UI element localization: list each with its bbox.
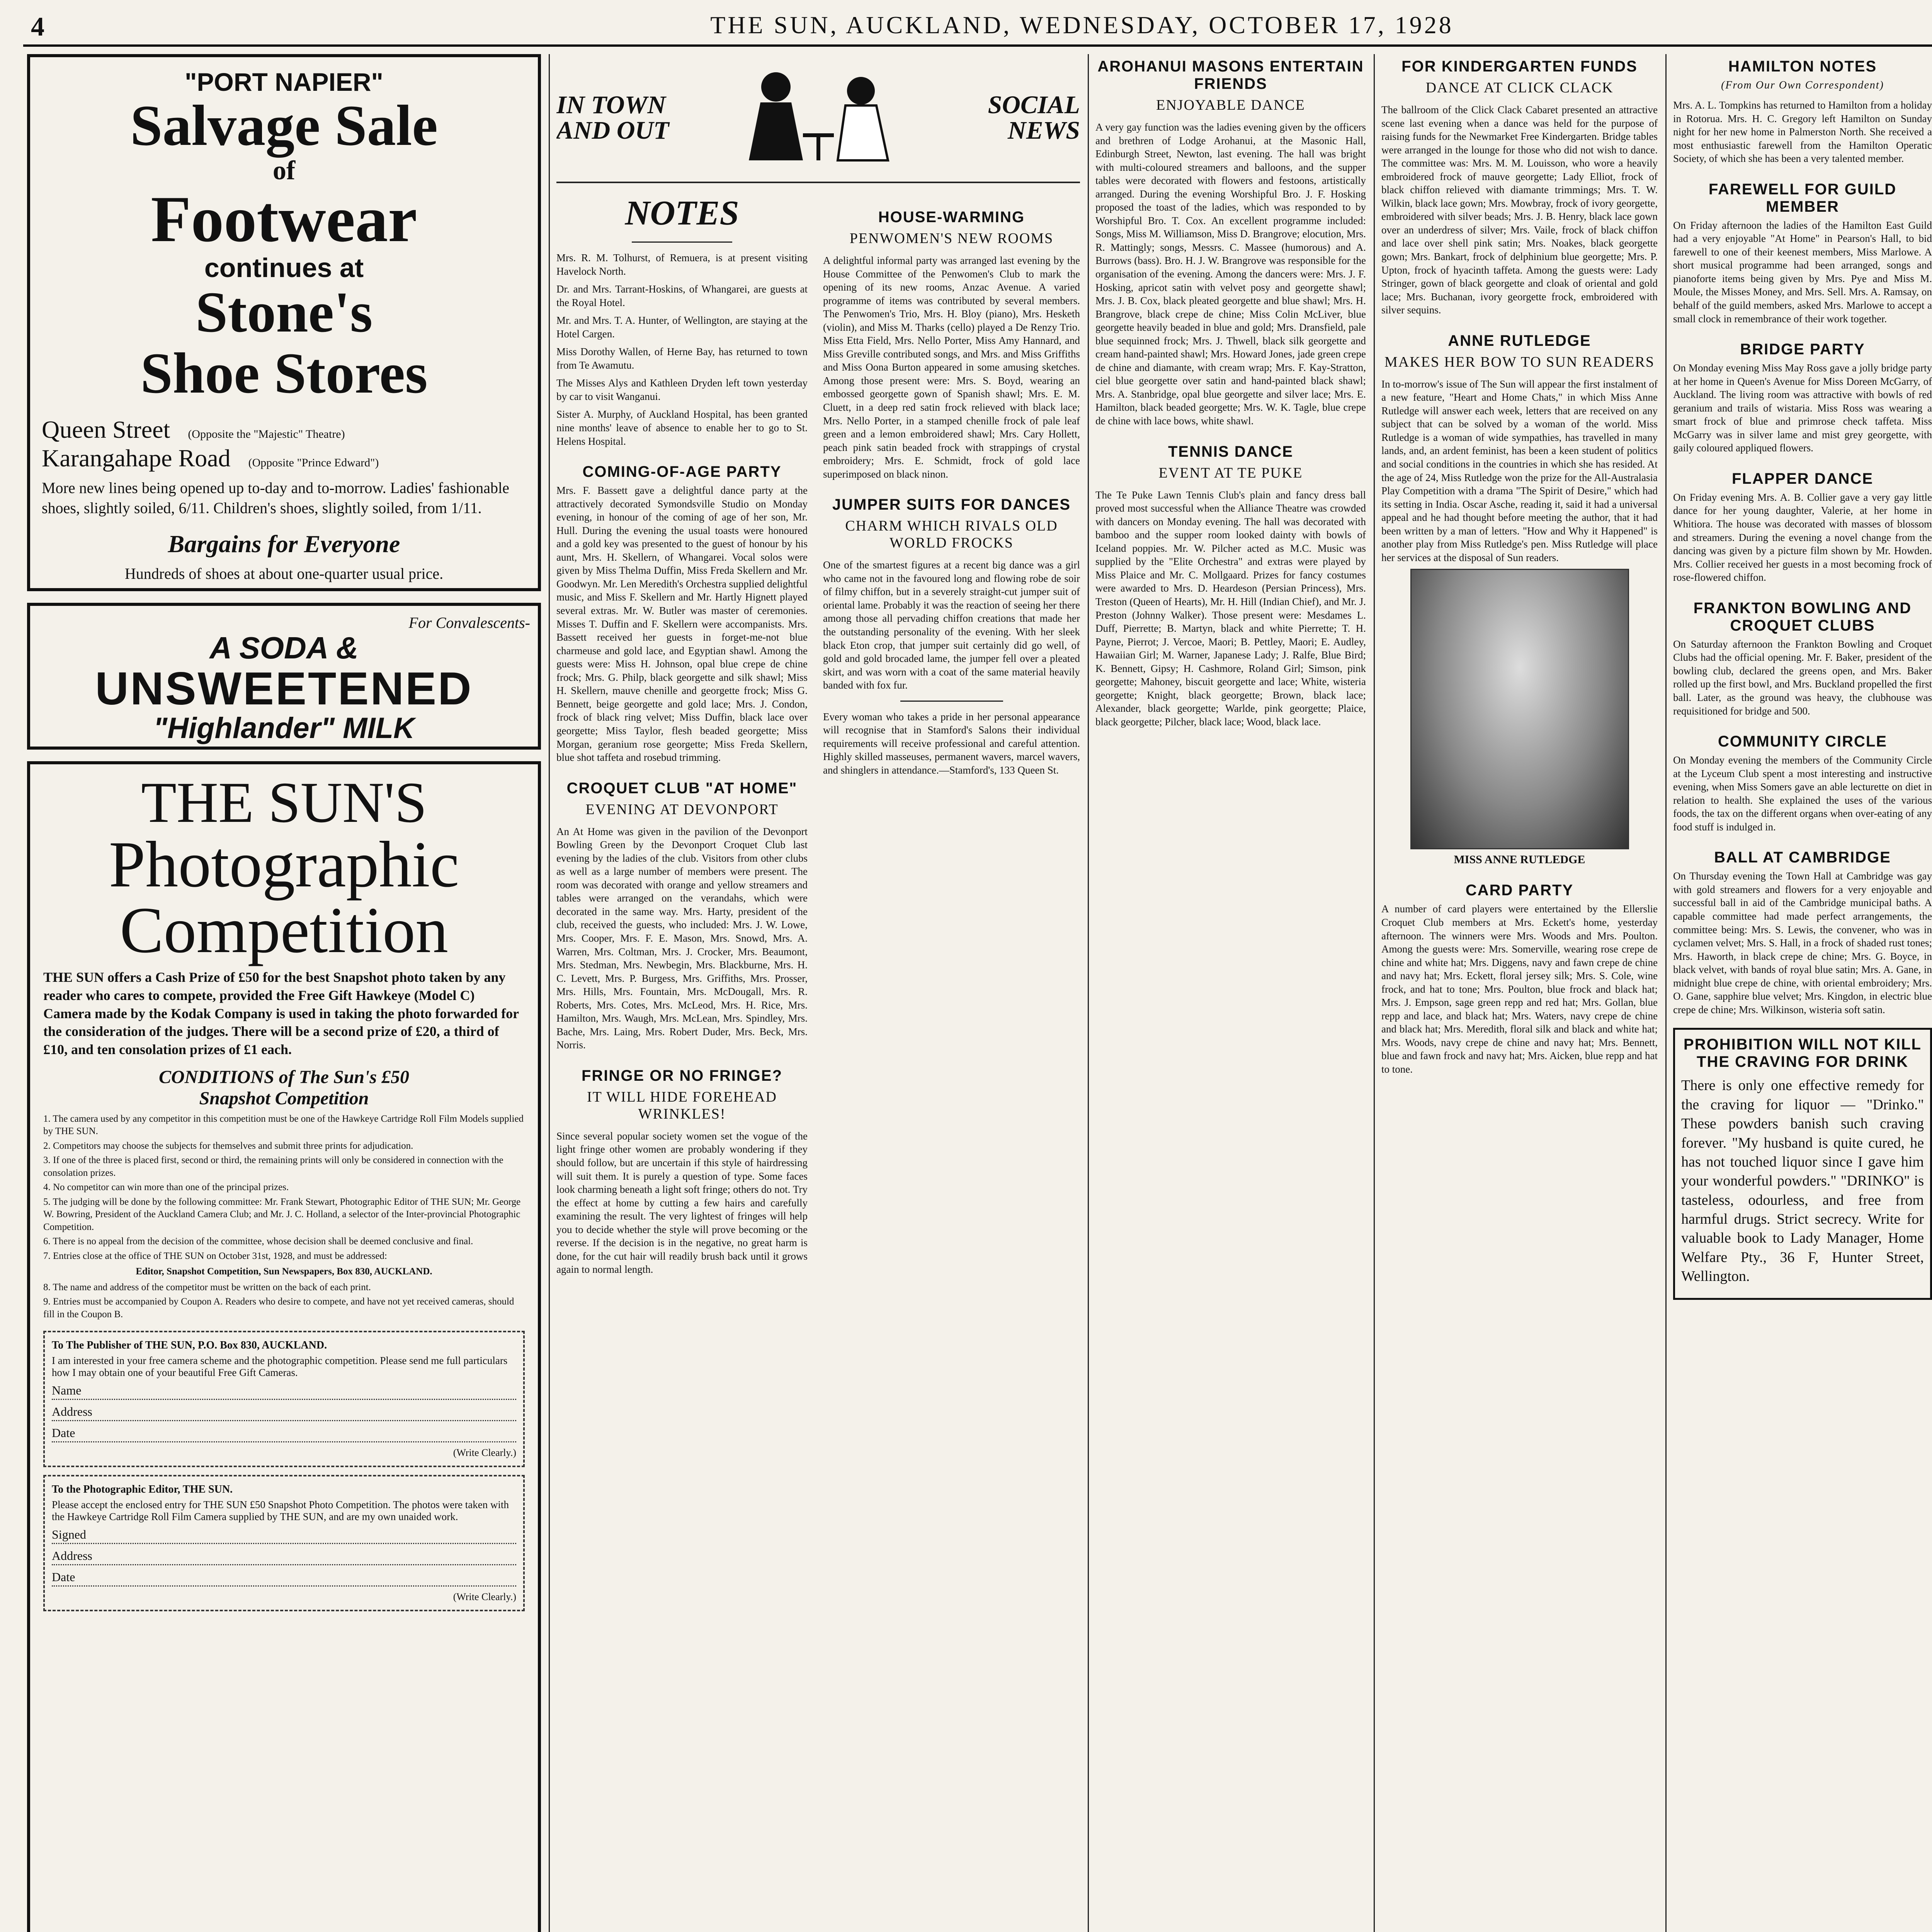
footwear-ad-tag-body: Hundreds of shoes at about one-quarter usual price. xyxy=(124,565,444,583)
milk-ad-line1: For Convalescents- xyxy=(408,614,530,631)
address-label: Address xyxy=(52,1549,92,1563)
banner-right: SOCIAL NEWS xyxy=(988,91,1080,145)
coupon-b-to: To The Publisher of THE SUN, P.O. Box 830, AUCKLAND. xyxy=(52,1339,327,1352)
footwear-ad-body: More new lines being opened up to-day and to-morrow. Ladies' fashionable shoes, slightly soiled, 6/11. Children's shoes, slightly soiled, from 1/11. xyxy=(42,479,509,517)
footwear-ad-line2: Salvage Sale xyxy=(130,94,438,158)
tennis-title: TENNIS DANCE xyxy=(1168,443,1294,460)
coupon-a-text: Please accept the enclosed entry for THE SUN £50 Snapshot Photo Competition. The photos were taken with the Hawkeye Cartridge Roll Film Camera supplied by THE SUN, and are my own unaided work. xyxy=(52,1499,509,1523)
page-number: 4 xyxy=(31,12,44,42)
street2-note: (Opposite "Prince Edward") xyxy=(248,456,379,469)
milk-ad xyxy=(27,603,541,750)
card-body: A number of card players were entertained by the Ellerslie Croquet Club members at Mrs. Eckett's home, yesterday afternoon. The winners were Mrs. Woods and Mrs. Poulton. Among the guests were: Mrs. Somerville, wearing rose crepe de chine and white hat; Mrs. Diggens, navy and fawn crepe de chine and navy hat; Mrs. Eckett, floral jersey silk; Mrs. S. Cole, wine frock, and hat to tone; Mrs. Poulton, blue frock and black hat; Mrs. J. Empson, sage green repp and red hat; Mrs. Gollan, blue repp and lace, and black hat; Mrs. Waters, navy crepe de chine and black hat; Mrs. Meredith, floral silk and black and white hat; Mrs. Woods, navy crepe de chine and navy hat; Mrs. Bennett, blue and fawn frock and navy hat; Mrs. Aicken, blue repp and hat to tone. xyxy=(1381,903,1658,1075)
page-header xyxy=(23,8,1932,47)
name-label: Name xyxy=(52,1383,82,1398)
jumper-body: One of the smartest figures at a recent big dance was a girl who came not in the favoured long and flowing robe de soir of filmy chiffon, but in a severely straight-cut jumper suit of oriental lame. Probably it was the reaction of seeing her there among those all pervading chiffon creations that made her the outstanding personality of the evening. With her sleek black Eton crop, that jumper suit certainly did go well, of gold and gold brocaded lame, the jumper fell over a pleated skirt, and was worn with a coat of the same material heavily banded with fox fur. xyxy=(823,559,1080,691)
masons-sub: ENJOYABLE DANCE xyxy=(1156,97,1305,113)
ball-title: BALL AT CAMBRIDGE xyxy=(1714,849,1891,866)
photo-ad-title3: Competition xyxy=(120,894,448,966)
flapper-body: On Friday evening Mrs. A. B. Collier gave a very gay little dance for her young daughter, Valerie, at her home in Whitiora. The house was decorated with masses of blossom and streamers. During the evening a novel change from the dancing was given by a picture film shown by Mr. Howden. Mrs. Collier received her guests in a most becoming frock of rose-flowered chiffon. xyxy=(1673,491,1932,583)
bridge-title: BRIDGE PARTY xyxy=(1740,341,1865,358)
note-item: Mrs. R. M. Tolhurst, of Remuera, is at present visiting Havelock North. xyxy=(556,252,808,277)
conditions-list xyxy=(43,1113,525,1321)
croquet-title: CROQUET CLUB "AT HOME" xyxy=(566,779,798,797)
kindergarten-column xyxy=(1381,54,1658,1932)
guild-body: On Friday afternoon the ladies of the Hamilton East Guild had a very enjoyable "At Home" in Pearson's Hall, to bid farewell to one of their keenest members, Miss Marlowe. A short musical programme had been arranged, songs and pianoforte items being given by Mrs. Pye and Miss M. Moule, the Misses Money, and Mrs. Sell. Mrs. A. Ramsay, on behalf of the guild members, asked Mrs. Marlowe to accept a small clock in remembrance of their work together. xyxy=(1673,219,1932,325)
croquet-body: An At Home was given in the pavilion of the Devonport Bowling Green by the Devonport Croquet Club last evening by the ladies of the club. Visitors from other clubs as well as a large number of members were present. The room was decorated with orange and yellow streamers and tables were arranged on the verandahs, which were decorated in the same way. Mrs. Harty, president of the club, received the guests, who included: Mrs. J. W. Lowe, Mrs. Cooper, Mrs. F. E. Mason, Mrs. Snowd, Mrs. A. Warren, Mrs. Coltman, Mrs. J. Crocker, Mrs. Beaumont, Mrs. Stedman, Mrs. Newbegin, Mrs. Blackburne, Mrs. H. C. Levett, Mrs. P. Burgess, Mrs. Griffiths, Mrs. Prosser, Mrs. Hills, Mrs. Fountain, Mrs. McDougall, Mrs. R. Roberts, Mrs. Cotes, Mrs. McLeod, Mrs. H. Rice, Mrs. Hamilton, Mrs. Waugh, Mrs. McLean, Mrs. Spindley, Mrs. Bache, Mrs. Laing, Mrs. Robert Duder, Mrs. Beck, Mrs. Norris. xyxy=(556,825,808,1051)
photo-caption: MISS ANNE RUTLEDGE xyxy=(1454,853,1585,866)
street1-note: (Opposite the "Majestic" Theatre) xyxy=(188,428,345,441)
condition-item: 6. There is no appeal from the decision of the committee, whose decision shall be deemed conclusive and final. xyxy=(43,1236,473,1247)
photo-ad-title2: Photographic xyxy=(109,828,459,901)
note-item: Sister A. Murphy, of Auckland Hospital, has been granted nine months' leave of absence to enable her to go to St. Helens Hospital. xyxy=(556,408,808,447)
ads-column xyxy=(27,54,541,1932)
milk-ad-line3: UNSWEETENED xyxy=(95,663,473,714)
masons-column xyxy=(1095,54,1366,1932)
prohibition-body: There is only one effective remedy for the craving for liquor — "Drinko." These powders banish such craving forever. "My husband is quite cured, he has not touched liquor since I gave him your wonderful powders." "DRINKO" is tasteless, odourless, and free from harmful drugs. Strict secrecy. Write for valuable book to Lady Manager, Home Welfare Pty., 36 F, Hunter Street, Wellington. xyxy=(1681,1077,1924,1285)
stamford-promo: Every woman who takes a pride in her personal appearance will recognise that in Stamford's Salons their individual requirements will receive professional and careful attention. Highly skilled masseuses, permanent wavers, marcel wavers, and shinglers in attendance.—Stamford's, 133 Queen St. xyxy=(823,711,1080,776)
social-banner xyxy=(556,54,1080,183)
tennis-body: The Te Puke Lawn Tennis Club's plain and fancy dress ball proved most successful when the Alliance Theatre was crowded with dancers on Monday evening. The hall was decorated with bamboo and the supper room looked dainty with bowls of Iceland poppies. Mr. W. Pilcher acted as M.C. Music was supplied by the "Elite Orchestra" and extras were played by Miss Plaice and Mr. C. Mollgaard. Prizes for fancy costumes were awarded to Mrs. D. Heardeson (Persian Princess), Mrs. Treston (Queen of Hearts), Mr. H. Hill (Indian Chief), and Mr. J. Preston (Johnny Walker). Those present were: Mesdames L. Duff, Pierrette; B. Martyn, black and white Pierrette; T. H. Payne, Pierrot; J. Vercoe, Maori; B. Pettley, Maori; E. Audley, Hawaiian Girl; M. Warner, Japanese Lady; J. Ralfe, Blue Bird; K. Bennett, Gipsy; H. Cashmore, Roland Girl; Simson, pink georgette; Mahoney, biscuit georgette and lace; White, wisteria georgette; Knight, black georgette; Brown, black lace; Alexander, black georgette; Warlde, pink georgette; Plaice, black georgette; Pilcher, black lace; Wood, black lace. xyxy=(1095,489,1366,728)
banner-illustration xyxy=(710,60,927,176)
footwear-ad-tagline: Bargains for Everyone xyxy=(168,530,400,558)
coupon-a-address-field[interactable] xyxy=(52,1549,516,1565)
masons-title: AROHANUI MASONS ENTERTAIN FRIENDS xyxy=(1097,58,1364,92)
date-label: Date xyxy=(52,1570,75,1584)
coupon-a-date-field[interactable] xyxy=(52,1570,516,1587)
entry-address: Editor, Snapshot Competition, Sun Newspapers, Box 830, AUCKLAND. xyxy=(136,1266,432,1277)
ball-body: On Thursday evening the Town Hall at Cambridge was gay with gold streamers and flowers for a very enjoyable and successful ball in aid of the Cambridge municipal baths. A capable committee had made perfect arrangements, the committee being: Mrs. S. Lewis, the convener, who was in cyclamen velvet; Mrs. S. Hall, in a frock of shaded rust tones; Mrs. Haworth, in black crepe de chine; Mrs. G. Boyce, in black velvet, with bands of royal blue satin; Mrs. A. Gane, in midnight blue crepe de chine, with oriental embroidery; Mrs. O. Gane, sapphire blue velvet; Mrs. Kingdon, in electric blue crepe de chine; Mrs. Wilkinson, wisteria soft satin. xyxy=(1673,870,1932,1015)
photo-ad-cond1: CONDITIONS of The Sun's £50 xyxy=(158,1066,410,1087)
notes-title: NOTES xyxy=(625,194,739,232)
anne-sub: MAKES HER BOW TO SUN READERS xyxy=(1384,354,1655,370)
house-sub: PENWOMEN'S NEW ROOMS xyxy=(849,230,1054,247)
photo-ad-cond2: Snapshot Competition xyxy=(199,1088,369,1109)
social-column xyxy=(556,54,1080,1932)
guild-title: FAREWELL FOR GUILD MEMBER xyxy=(1708,180,1897,215)
footwear-ad-line5: continues at xyxy=(204,252,364,283)
coupon-b-date-field[interactable] xyxy=(52,1426,516,1442)
photo-ad-intro: THE SUN offers a Cash Prize of £50 for the best Snapshot photo taken by any reader who cares to compete, provided the Free Gift Hawkeye (Model C) Camera made by the Kodak Company is used in taking the photo forwarded for the consideration of the judges. There will be a second prize of £20, a third of £10, and ten consolation prizes of £1 each. xyxy=(43,969,519,1058)
address-label: Address xyxy=(52,1405,92,1419)
coupon-a xyxy=(43,1475,525,1611)
hamilton-body: Mrs. A. L. Tompkins has returned to Hamilton from a holiday in Rotorua. Mrs. H. C. Gregory left Hamilton on Sunday night for her new home in Palmerston North. She received a most enthusiastic farewell from the Hamilton Operatic Society, of which she has been a very talented member. xyxy=(1673,99,1932,165)
coupon-a-to: To the Photographic Editor, THE SUN. xyxy=(52,1483,233,1496)
social-subcol-right xyxy=(823,193,1080,782)
note-item: The Misses Alys and Kathleen Dryden left town yesterday by car to visit Wanganui. xyxy=(556,377,808,402)
signed-label: Signed xyxy=(52,1527,86,1542)
jumper-sub: CHARM WHICH RIVALS OLD WORLD FROCKS xyxy=(845,518,1058,551)
milk-ad-line4: "Highlander" MILK xyxy=(153,712,415,745)
kinder-body: The ballroom of the Click Clack Cabaret presented an attractive scene last evening when a dance was held for the purpose of raising funds for the Newmarket Free Kindergarten. Bridge tables were arranged in the lounge for those who did not wish to dance. The committee was: Mrs. M. M. Louisson, who wore a heavily embroidered frock of mauve georgette; Lady Elliot, frock of black chiffon relieved with diamante trimmings; Mrs. T. W. Wilkin, black lace gown; Mrs. Mowbray, frock of ivory georgette, embroidered with silver beads; Mrs. J. B. Henry, black lace gown over an underdress of silver; Mrs. Vaile, frock of black chiffon and lace over shell pink satin; Mrs. Noakes, black georgette gown; Mrs. Bankart, frock of delphinium blue georgette; Mrs. P. Upton, frock of hyacinth taffeta. Among the guests were: Lady Stringer, gown of black georgette and cloak of oriental and gold lace; Mrs. Buchanan, ivory georgette frock, embroidered with silver sequins. xyxy=(1381,104,1658,316)
condition-item: 5. The judging will be done by the following committee: Mr. Frank Stewart, Photographic Editor of THE SUN; Mr. George W. Bowring, President of the Auckland Camera Club; and Mr. J. C. Holland, a selector of the Inter-provincial Photographic Competition. xyxy=(43,1196,521,1232)
coupon-b-write: (Write Clearly.) xyxy=(453,1447,516,1459)
footwear-ad-line1: "PORT NAPIER" xyxy=(185,68,383,96)
note-item: Miss Dorothy Wallen, of Herne Bay, has returned to town from Te Awamutu. xyxy=(556,346,808,371)
footwear-ad-street2 xyxy=(42,444,526,473)
condition-item: 4. No competitor can win more than one of the principal prizes. xyxy=(43,1182,289,1193)
column-rule xyxy=(1665,54,1667,1932)
coupon-b-text: I am interested in your free camera scheme and the photographic competition. Please send me full particulars how I may obtain one of your beautiful Free Gift Cameras. xyxy=(52,1355,508,1379)
footwear-ad-line7: Shoe Stores xyxy=(140,341,428,405)
fringe-sub: IT WILL HIDE FOREHEAD WRINKLES! xyxy=(587,1088,777,1122)
masons-body: A very gay function was the ladies evening given by the officers and brethren of Lodge Arohanui, at the Masonic Hall, Edinburgh Street, Newton, last evening. The hall was bright with multi-coloured streamers and balloons, and the supper tables were decorated with flowers and festoons, artistically arranged. During the evening Worshipful Bro. J. F. Hosking proposed the toast of the ladies, which was responded to by Worshipful Bro. T. Cox. An excellent programme included: Songs, Miss M. Williamson, Miss D. Brangrove; elocution, Mrs. R. Mattingly; songs, Messrs. C. Massee (humorous) and A. Burrows (bass). Bro. H. J. W. Brangrove was responsible for the organisation of the evening. Among the dancers were: Mrs. J. F. Hosking, apricot satin with velvet posy and georgette shawl; Mrs. J. B. Cox, black pleated georgette and blue shawl; Mrs. H. Brangrove, black crepe de chine; Miss Colin McLiver, blue georgette heavily beaded in blue and gold; Mrs. Dransfield, pale blue sequinned frock; Mrs. J. Thwell, black silk georgette and cream hand-painted shawl; Mrs. Howard Jones, jade green crepe de chine and diamante, with cream wrap; Mrs. F. Kay-Stratton, ciel blue georgette over satin and hand-painted black shawl; Mrs. A. Stanbridge, opal blue georgette and silver lace; Mrs. E. Hamilton, black beaded georgette; Mrs. W. K. Tagle, blue crepe de chine with lace bows, white shawl. xyxy=(1095,121,1366,427)
date-label: Date xyxy=(52,1426,75,1440)
fringe-title: FRINGE OR NO FRINGE? xyxy=(582,1067,782,1084)
condition-item: 8. The name and address of the competitor must be written on the back of each print. xyxy=(43,1282,371,1293)
footwear-ad-line4: Footwear xyxy=(151,183,417,256)
prohibition-title: PROHIBITION WILL NOT KILL THE CRAVING FOR DRINK xyxy=(1684,1036,1922,1071)
street1-name: Queen Street xyxy=(42,416,170,444)
kinder-sub: DANCE AT CLICK CLACK xyxy=(1425,80,1614,96)
condition-item: 7. Entries close at the office of THE SUN on October 31st, 1928, and must be addressed: xyxy=(43,1250,387,1261)
hamilton-column xyxy=(1673,54,1932,1932)
drinko-ad xyxy=(1673,1028,1932,1299)
coupon-a-signed-field[interactable] xyxy=(52,1527,516,1544)
condition-item: 2. Competitors may choose the subjects for themselves and submit three prints for adjudication. xyxy=(43,1140,413,1151)
footwear-ad-line3: of xyxy=(272,155,296,185)
anne-body: In to-morrow's issue of The Sun will appear the first instalment of a new feature, "Heart and Home Chats," in which Miss Anne Rutledge will answer each week, letters that are received on any subject that can be solved by a woman of the world. Miss Rutledge is a woman of wide sympathies, has travelled in many lands, and, an ardent feminist, has been a keen student of politics and social conditions in the countries in which she has resided. At the age of 24, Miss Rutledge won the prize for the All-Australasia Play Competition with a drama "The Spirit of Desire," which had its setting in India. Oscar Asche, reading it, said it had a universal appeal and he had thought before meeting the author, that it had been written by a man of letters. "How and Why it Happened" is another play from Miss Rutledge's pen. Miss Rutledge will place her services at the disposal of Sun readers. xyxy=(1381,378,1658,563)
house-title: HOUSE-WARMING xyxy=(878,209,1025,226)
coupon-b-address-field[interactable] xyxy=(52,1405,516,1421)
social-subcol-left xyxy=(556,193,808,1281)
fringe-body: Since several popular society women set the vogue of the light fringe other women are probably wondering if they should follow, but are uncertain if this style of hairdressing will suit them. It is purely a question of type. Some faces look charming beneath a light soft fringe; others do not. Try the effect at home by cutting a few hairs and carefully examining the result. The very lightest of fringes will help you to decide whether the style will prove becoming or the reverse. If the decision is in the negative, no great harm is done, for the cut hair will readily brush back until it grows again to normal length. xyxy=(556,1130,808,1276)
frankton-body: On Saturday afternoon the Frankton Bowling and Croquet Clubs had the official opening. Mr. F. Baker, president of the bowling club, declared the greens open, and Mrs. Baker rolled up the first bowl, and Mrs. Buckland propelled the first ball. Later, as the ground was heavy, the clubhouse was requisitioned for bridge and 500. xyxy=(1673,638,1932,717)
house-body: A delightful informal party was arranged last evening by the House Committee of the Penwomen's Club to mark the opening of its new rooms, Anzac Avenue. A varied programme of items was contributed by several members. The Penwomen's Trio, Mrs. H. Bloy (piano), Mrs. Hesketh (violin), and Miss M. Tharks (cello) played a De Renzy Trio. Miss Etta Field, Mrs. Nello Porter, Miss Amy Hannard, and Miss Greville contributed songs, and Mrs. and Miss Griffiths and Miss Oona Burton appeared in some amusing sketches. Among those present were: Mrs. S. Boyd, wearing an embossed georgette gown of Spanish shawl; Mrs. E. M. Cluett, in a deep red satin frock relieved with black lace; Mrs. Nello Porter, in a stamped chenille frock of pale leaf green and a lemon embroidered shawl; Mrs. Cary Hollett, peach pink satin beaded frock with strappings of crystal embroidery; Mrs. E. Schmidt, frock of gold lace superimposed on black ninon. xyxy=(823,255,1080,480)
jumper-title: JUMPER SUITS FOR DANCES xyxy=(832,496,1071,514)
coupon-b-name-field[interactable] xyxy=(52,1383,516,1400)
kinder-title: FOR KINDERGARTEN FUNDS xyxy=(1401,58,1638,75)
footwear-ad-line6: Stone's xyxy=(195,280,373,345)
photo-competition-ad xyxy=(27,761,541,1932)
tennis-sub: EVENT AT TE PUKE xyxy=(1158,464,1303,481)
banner-left: IN TOWN AND OUT xyxy=(556,91,669,145)
frankton-title: FRANKTON BOWLING AND CROQUET CLUBS xyxy=(1693,599,1912,634)
photo-ad-title1: THE SUN'S xyxy=(141,770,427,835)
condition-item: 9. Entries must be accompanied by Coupon A. Readers who desire to compete, and have not yet received cameras, should fill in the Coupon B. xyxy=(43,1296,514,1320)
community-body: On Monday evening the members of the Community Circle at the Lyceum Club spent a most interesting and instructive evening, when Miss Somers gave an able lecturette on diet in relation to health. She explained the uses of the various foods, the tax on the different organs when over-eating of any food stuff is indulged in. xyxy=(1673,754,1932,833)
hamilton-title: HAMILTON NOTES xyxy=(1728,58,1877,75)
flapper-title: FLAPPER DANCE xyxy=(1731,470,1874,487)
coupon-a-write: (Write Clearly.) xyxy=(453,1591,516,1603)
note-item: Mr. and Mrs. T. A. Hunter, of Wellington, are staying at the Hotel Cargen. xyxy=(556,315,808,340)
card-title: CARD PARTY xyxy=(1465,882,1574,899)
bridge-body: On Monday evening Miss May Ross gave a jolly bridge party at her home in Queen's Avenue for Miss Doreen McGarry, of Auckland. The living room was attractive with bowls of red geranium and trails of wistaria. Miss Ross was wearing a smart frock of blue and primrose check taffeta. Miss McGarry was in silver lame and mist grey georgette, with gaily coloured appliqued flowers. xyxy=(1673,362,1932,454)
column-rule xyxy=(1374,54,1375,1932)
coming-title: COMING-OF-AGE PARTY xyxy=(582,463,782,481)
note-item: Dr. and Mrs. Tarrant-Hoskins, of Whangarei, are guests at the Royal Hotel. xyxy=(556,283,808,308)
column-rule xyxy=(1088,54,1089,1932)
column-rule xyxy=(549,54,550,1932)
masthead: THE SUN, AUCKLAND, WEDNESDAY, OCTOBER 17, 1928 xyxy=(710,11,1454,39)
coming-body: Mrs. F. Bassett gave a delightful dance party at the attractively decorated Symondsville Studio on Monday evening, in honour of the coming of age of her son, Mr. Hull. During the evening the usual toasts were honoured and a gold key was presented to the guest of honour by his aunt, Mrs. H. Skellern, of Whangarei. Vocal solos were given by Miss Thelma Duffin, Miss Freda Skellern and Mr. Goodwyn. Mr. Len Meredith's Orchestra supplied delightful music, and Miss F. Skellern and Mr. Hartly Hignett played several extras. Mr. W. Butler was master of ceremonies. Misses T. Duffin and F. Skellern were accompanists. Mrs. Bassett received her guests in forget-me-not blue charmeuse and gold lace, and Egyptian shawl. Among the guests were: Miss H. Johnson, opal blue crepe de chine frock; Mrs. G. Philp, black georgette and silk shawl; Miss H. Skellern, mauve chenille and georgette frock; Miss G. Bennett, beige georgette and gold lace; Mrs. J. Condon, frock of black ring velvet; Miss Duffin, black lace over georgette; Miss Taylor, flesh beaded georgette; Miss Morgan, geranium rose georgette; Miss Freda Skellern, blue shot taffeta and rosebud trimming. xyxy=(556,485,808,764)
coupon-b xyxy=(43,1331,525,1467)
condition-item: 1. The camera used by any competitor in this competition must be one of the Hawkeye Cartridge Roll Film Models supplied by THE SUN. xyxy=(43,1113,524,1137)
street2-name: Karangahape Road xyxy=(42,444,231,472)
anne-rutledge-photo xyxy=(1410,569,1629,849)
milk-ad-line2: A SODA & xyxy=(209,631,359,665)
hamilton-sub: (From Our Own Correspondent) xyxy=(1721,79,1884,91)
condition-item: 3. If one of the three is placed first, second or third, the remaining prints will only be considered in connection with the consolation prizes. xyxy=(43,1155,503,1178)
croquet-sub: EVENING AT DEVONPORT xyxy=(585,801,779,818)
footwear-ad-street1 xyxy=(42,415,526,444)
anne-title: ANNE RUTLEDGE xyxy=(1448,332,1591,349)
footwear-ad xyxy=(27,54,541,591)
community-title: COMMUNITY CIRCLE xyxy=(1718,733,1887,750)
